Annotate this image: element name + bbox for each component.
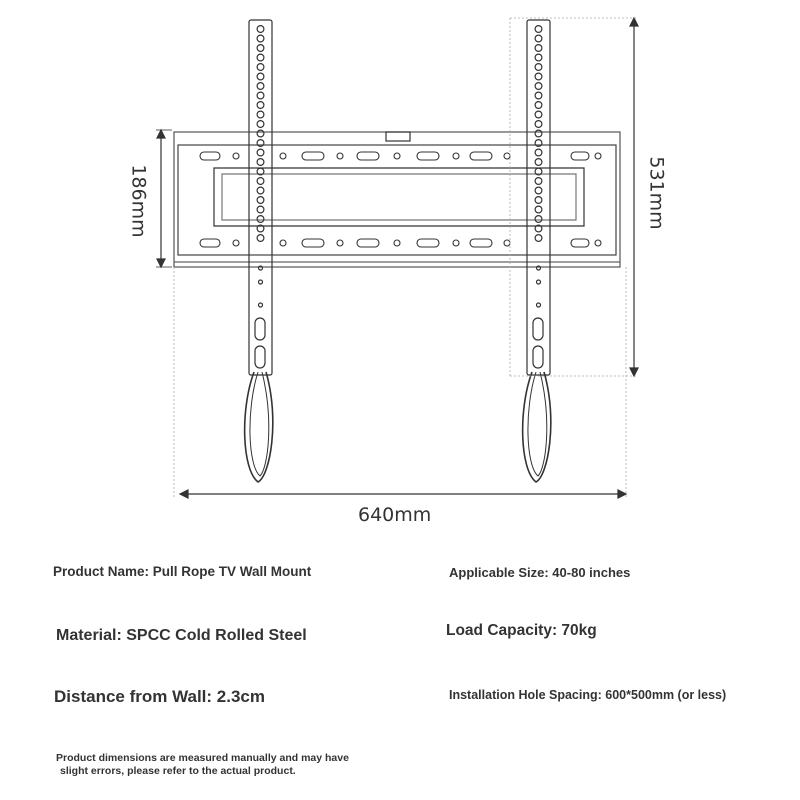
distance-from-wall: Distance from Wall: 2.3cm bbox=[54, 687, 265, 706]
mount-hole bbox=[537, 280, 541, 284]
mount-hole bbox=[535, 73, 542, 80]
mount-hole bbox=[535, 121, 542, 128]
plate-slot bbox=[595, 153, 601, 159]
disclaimer-line: Product dimensions are measured manually and may have bbox=[56, 752, 349, 764]
applicable-size: Applicable Size: 40-80 inches bbox=[449, 565, 631, 580]
mount-hole bbox=[257, 149, 264, 156]
mount-hole bbox=[257, 130, 264, 137]
plate-slot bbox=[337, 240, 343, 246]
mount-hole bbox=[537, 303, 541, 307]
plate-slot bbox=[417, 239, 439, 247]
plate-slot bbox=[200, 152, 220, 160]
mount-hole bbox=[535, 235, 542, 242]
plate-slot bbox=[233, 153, 239, 159]
plate-slot bbox=[504, 240, 510, 246]
mount-hole bbox=[535, 159, 542, 166]
mount-hole bbox=[535, 130, 542, 137]
mount-hole bbox=[257, 235, 264, 242]
mount-hole bbox=[257, 159, 264, 166]
mount-hole bbox=[535, 64, 542, 71]
plate-slot bbox=[504, 153, 510, 159]
mount-hole bbox=[535, 54, 542, 61]
mount-hole bbox=[535, 35, 542, 42]
mount-hole bbox=[535, 102, 542, 109]
mount-hole bbox=[535, 111, 542, 118]
arm-height-dimension-label: 531mm bbox=[645, 156, 668, 230]
installation-hole-spacing: Installation Hole Spacing: 600*500mm (or less) bbox=[449, 688, 727, 702]
plate-slot bbox=[337, 153, 343, 159]
right-arm bbox=[523, 20, 551, 482]
plate-slot bbox=[470, 239, 492, 247]
mount-hole bbox=[257, 197, 264, 204]
mount-hole bbox=[535, 178, 542, 185]
mount-hole bbox=[257, 216, 264, 223]
plate-slot bbox=[453, 153, 459, 159]
mount-hole bbox=[535, 206, 542, 213]
product-name: Product Name: Pull Rope TV Wall Mount bbox=[53, 564, 312, 579]
center-window bbox=[214, 168, 584, 226]
mount-hole bbox=[257, 121, 264, 128]
mount-hole bbox=[257, 187, 264, 194]
plate-slot bbox=[280, 240, 286, 246]
plate-slot bbox=[571, 152, 589, 160]
plate-slot bbox=[357, 239, 379, 247]
width-dimension-label: 640mm bbox=[358, 504, 432, 526]
mount-hole bbox=[535, 149, 542, 156]
left-arm bbox=[245, 20, 273, 482]
mount-hole bbox=[257, 178, 264, 185]
plate-slot bbox=[571, 239, 589, 247]
mount-hole bbox=[257, 92, 264, 99]
mount-hole bbox=[257, 83, 264, 90]
mount-hole bbox=[257, 206, 264, 213]
plate-slot bbox=[595, 240, 601, 246]
mount-hole bbox=[259, 303, 263, 307]
plate-slot bbox=[302, 152, 324, 160]
plate-slot bbox=[357, 152, 379, 160]
mount-hole bbox=[535, 26, 542, 33]
mount-hole bbox=[259, 280, 263, 284]
mount-hole bbox=[257, 102, 264, 109]
mount-hole bbox=[257, 35, 264, 42]
mount-hole bbox=[257, 54, 264, 61]
mount-hole bbox=[535, 197, 542, 204]
material: Material: SPCC Cold Rolled Steel bbox=[56, 627, 307, 644]
disclaimer-line: slight errors, please refer to the actual product. bbox=[60, 764, 296, 777]
top-tab bbox=[386, 132, 410, 141]
mount-hole bbox=[257, 73, 264, 80]
mount-hole bbox=[535, 83, 542, 90]
mount-hole bbox=[257, 64, 264, 71]
plate-slot bbox=[302, 239, 324, 247]
plate-slot bbox=[394, 240, 400, 246]
mount-hole bbox=[535, 187, 542, 194]
wall-plate bbox=[174, 132, 620, 267]
mount-hole bbox=[257, 45, 264, 52]
mount-hole bbox=[535, 45, 542, 52]
plate-slot bbox=[453, 240, 459, 246]
plate-height-dimension-label: 186mm bbox=[127, 164, 150, 238]
disclaimer-note bbox=[56, 752, 416, 777]
plate-slot bbox=[417, 152, 439, 160]
plate-slot bbox=[470, 152, 492, 160]
plate-slot bbox=[200, 239, 220, 247]
plate-slot bbox=[233, 240, 239, 246]
mount-hole bbox=[535, 216, 542, 223]
plate-slot bbox=[394, 153, 400, 159]
load-capacity: Load Capacity: 70kg bbox=[446, 622, 597, 639]
mount-hole bbox=[535, 92, 542, 99]
mount-hole bbox=[257, 26, 264, 33]
plate-slot bbox=[280, 153, 286, 159]
mount-hole bbox=[257, 111, 264, 118]
